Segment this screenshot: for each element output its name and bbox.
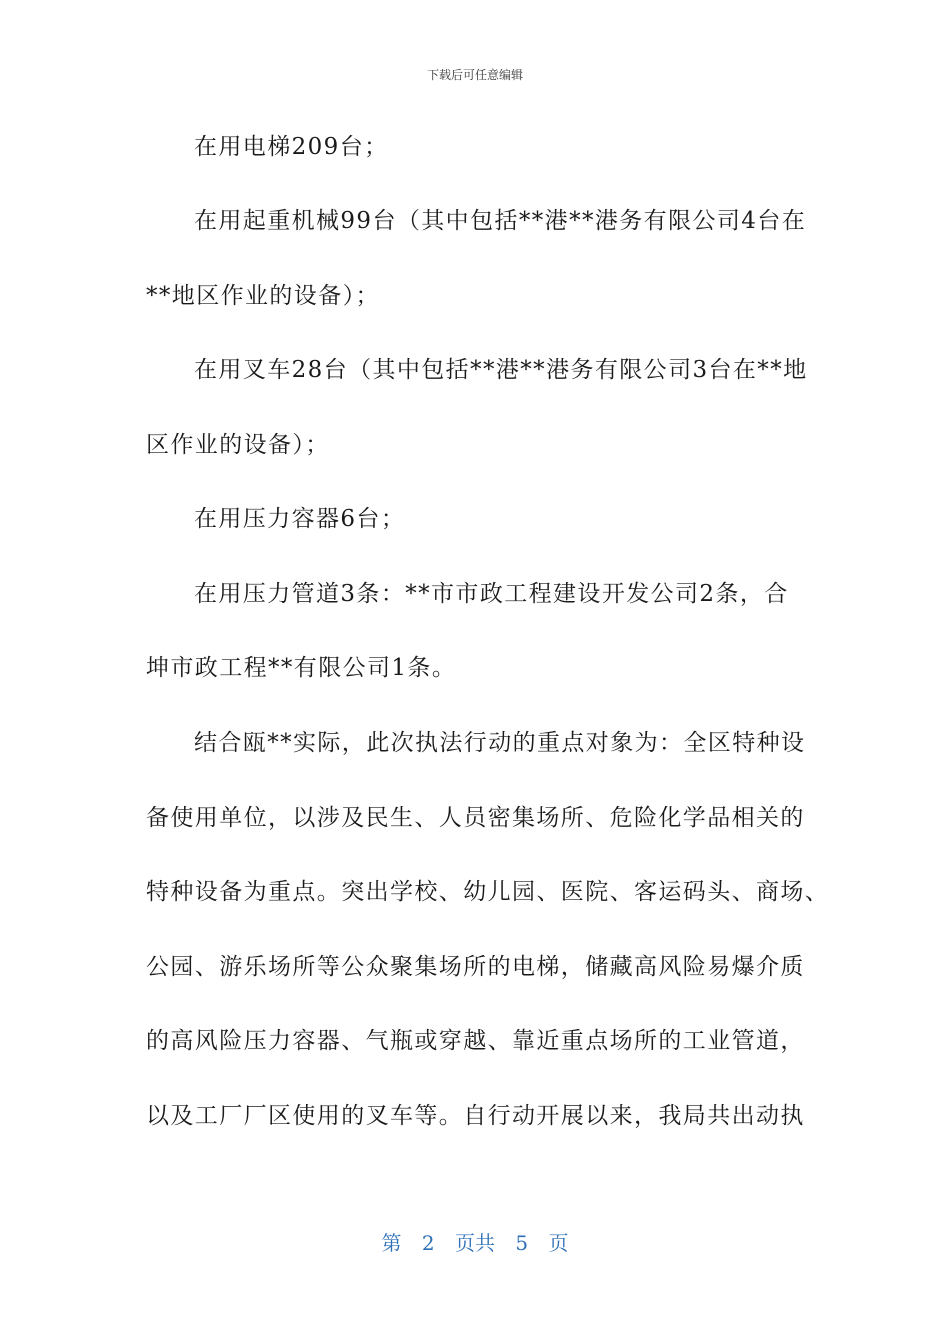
page-footer: [0, 1227, 950, 1256]
footer-suffix: 页: [548, 1231, 569, 1255]
current-page-number: 2: [421, 1231, 435, 1255]
text-line: 在用叉车28台（其中包括**港**港务有限公司3台在**地: [194, 357, 808, 383]
text-line: 的高风险压力容器、气瓶或穿越、靠近重点场所的工业管道，: [146, 1028, 805, 1054]
text-line: 在用压力容器6台；: [194, 506, 406, 532]
text-line: 备使用单位，以涉及民生、人员密集场所、危险化学品相关的: [146, 805, 805, 831]
text-line: 公园、游乐场所等公众聚集场所的电梯，储藏高风险易爆介质: [146, 954, 805, 980]
text-line: 在用起重机械99台（其中包括**港**港务有限公司4台在: [194, 208, 807, 234]
text-line: 结合瓯**实际，此次执法行动的重点对象为：全区特种设: [194, 730, 806, 756]
text-line: 在用压力管道3条：**市市政工程建设开发公司2条，合: [194, 581, 789, 607]
text-line: 特种设备为重点。突出学校、幼儿园、医院、客运码头、商场、: [146, 879, 830, 905]
total-pages-number: 5: [515, 1231, 529, 1255]
text-line: 以及工厂厂区使用的叉车等。自行动开展以来，我局共出动执: [146, 1103, 805, 1129]
text-line: 坤市政工程**有限公司1条。: [146, 655, 457, 681]
text-line: 在用电梯209台；: [194, 134, 389, 160]
text-line: **地区作业的设备）；: [146, 283, 380, 309]
text-line: 区作业的设备）；: [146, 432, 330, 458]
footer-prefix: 第: [381, 1231, 402, 1255]
page-header: 下载后可任意编辑: [426, 68, 523, 82]
footer-mid: 页共: [455, 1231, 495, 1255]
